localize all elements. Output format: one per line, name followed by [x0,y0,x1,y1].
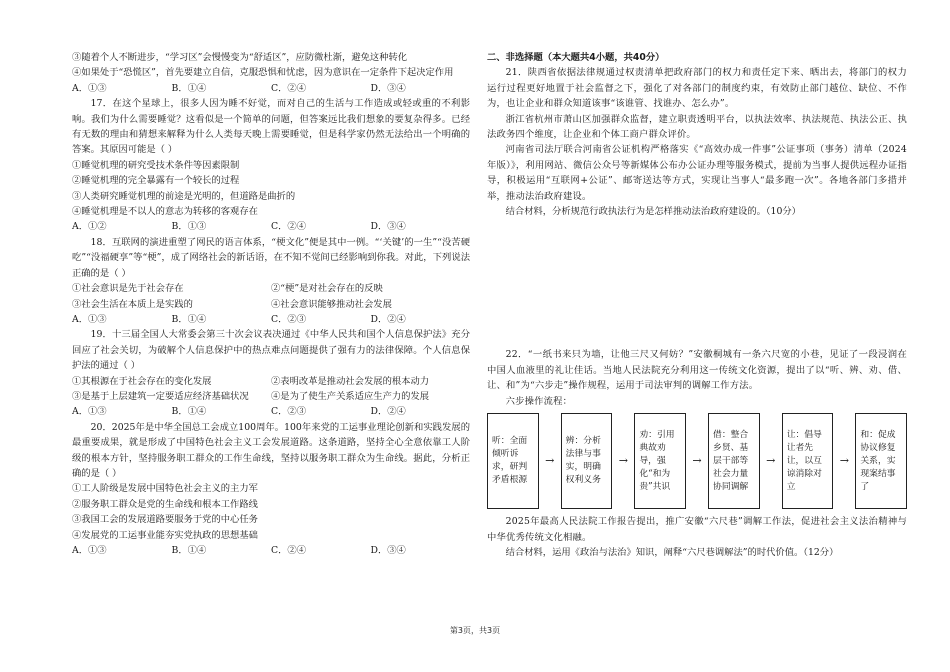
choice-d: D．③④ [370,545,406,556]
q19-stem: 19．十三届全国人大常委会第三十次会议表决通过《中华人民共和国个人信息保护法》充分回应了社会关切，为破解个人信息保护中的热点难点问题提供了强有力的法律保障。个人信息保护法的通过（ ） [72,329,470,372]
choice-d: D．③④ [370,221,406,233]
page-footer: 第3页，共3页 [449,626,501,635]
flow-chart [487,413,907,509]
choice-a: A．①③ [72,406,107,418]
q21-material-1: 21．陕西省依据法律规通过权责清单把政府部门的权力和责任定下来、晒出去，将部门的权力运行过程更好地置于社会监督之下，强化了对各部门的制度约束，有效防止部门越位、缺位、不作为，也让企业和群众知道该事“该谁管、找谁办、怎么办”。 [487,67,907,110]
q22-task: 结合材料，运用《政治与法治》知识，阐释“六尺巷调解法”的时代价值。（12分） [505,546,839,558]
flow-step-text: 和：促成协议修复关系，实现案结事了 [860,429,896,492]
flow-step-harmony [855,413,907,509]
arrow-right-icon: → [839,454,849,468]
arrow-right-icon: → [545,454,555,468]
flow-step-text: 劝：引用典故劝导，强化“和为贵”共识 [639,429,675,492]
flow-step-text: 让：倡导让者先让，以互谅消除对立 [786,429,822,492]
choice-d: D．②④ [370,406,406,418]
q22-material-2: 2025年最高人民法院工作报告提出，推广安徽“六尺巷”调解工作法，促进社会主义法治精神与中华优秀传统文化相融。 [487,516,907,543]
q18-option: ①社会意识是先于社会存在 [72,283,184,295]
flow-step-text: 借：整合乡贤、基层干部等社会力量协同调解 [713,429,749,492]
q20-option: ①工人阶级是发展中国特色社会主义的主力军 [72,483,258,495]
choice-c: C．②④ [271,82,307,94]
choice-b: B．①④ [171,313,207,325]
q19-options-row [72,389,470,404]
q17-stem: 17．在这个星球上，很多人因为睡不好觉，而对自己的生活与工作造成或轻或重的不利影响。我们为什么需要睡觉？这看似是一个简单的问题，但答案远比我们想象的要复杂得多。已经有无数的理由和猜想来解释为什么人类每天晚上需要睡觉，但是科学家仍然无法给出一个明确的答案。其原因可能是（ ） [72,98,470,156]
arrow-right-icon: → [618,454,628,468]
choice-c: C．②④ [271,221,307,233]
q18-stem: 18．互联网的演进重塑了网民的语言体系，“梗文化”便是其中一例。“‘关键’的一生”“没苦硬吃”“没福硬享”等“梗”，成了网络社会的新话语，在不知不觉间已经影响到你我。对此，下列说法正确的是（ ） [72,236,470,279]
q18-option: ②“梗”是对社会存在的反映 [271,283,383,295]
flow-step-borrow [708,413,760,509]
q19-options-row [72,374,470,389]
choice-b: B．①④ [171,82,207,94]
choice-d: D．②④ [370,313,406,325]
choice-c: C．②④ [271,545,307,556]
q19-option: ④是为了使生产关系适应生产力的发展 [271,390,430,402]
q16-option-4: ④如果处于“恐慌区”，首先要建立自信，克服恐惧和忧虑，因为意识在一定条件下起决定作用 [72,67,454,79]
choice-a: A．①③ [72,313,107,325]
q16-option-3: ③随着个人不断进步，“学习区”会慢慢变为“舒适区”，应防微杜渐，避免这种转化 [72,52,408,63]
answer-space [487,219,907,347]
q18-choices [72,312,470,327]
flow-step-text: 听：全面倾听诉求，研判矛盾根源 [492,436,528,486]
q20-option: ③我国工会的发展道路要服务于党的中心任务 [72,514,258,526]
q17-option: ②睡觉机理的完全暴露有一个较长的过程 [72,175,240,187]
q20-option: ④发展党的工运事业能夯实党执政的思想基础 [72,529,258,541]
q20-option: ②服务职工群众是党的生命线和根本工作路线 [72,498,258,510]
choice-b: B．①④ [171,545,207,556]
q18-option: ③社会生活在本质上是实践的 [72,298,193,310]
choice-b: B．①③ [171,221,207,233]
q21-material-2: 浙江省杭州市萧山区加强群众监督，建立职责透明平台，以执法效率、执法规范、执法公正、执法政务四个维度，让企业和个体工商户群众评价。 [487,113,907,141]
q19-choices [72,404,470,419]
q22-material-1: 22．“一纸书来只为墙，让他三尺又何妨？”安徽桐城有一条六尺宽的小巷，见证了一段浸润在中国人血液里的礼让佳话。当地人民法院充分利用这一传统文化资源，提出了以“听、辨、劝、借、让、和”为“六步走”操作规程，运用于司法审判的调解工作方法。 [487,349,907,392]
q17-option: ④睡觉机理是不以人的意志为转移的客观存在 [72,206,258,218]
arrow-right-icon: → [766,454,776,468]
right-column [487,50,907,560]
q18-options-row [72,281,470,296]
choice-a: A．①③ [72,545,107,556]
flow-step-distinguish [561,413,613,509]
q18-option: ④社会意识能够推动社会发展 [271,298,392,310]
q19-option: ①其根源在于社会存在的变化发展 [72,375,212,387]
flow-step-text: 辨：分析法律与事实，明确权利义务 [565,436,601,486]
choice-c: C．②③ [271,313,307,325]
flow-step-yield [782,413,834,509]
q17-option: ③人类研究睡觉机理的前途是光明的，但道路是曲折的 [72,190,296,202]
choice-a: A．①② [72,221,107,233]
flow-step-listen [487,413,539,509]
q17-option: ①睡觉机理的研究受技术条件等因素限制 [72,159,240,171]
choice-d: D．③④ [370,82,406,94]
choice-c: C．②③ [271,406,307,418]
flow-step-persuade [634,413,686,509]
q20-choices [72,543,470,558]
left-column [72,50,470,558]
q21-material-3: 河南省司法厅联合河南省公证机构严格落实《“高效办成一件事”公证事项（事务）清单（2024年版）》，利用网站、微信公众号等新媒体公布办公证办理等服务模式，提前为当事人提供远程办证指导，积极运用“互联网+公证”、邮寄送达等方式，实现让当事人“最多跑一次”。各地各部门多措并举，推动法治政府建设。 [487,144,907,202]
q22-flow-title: 六步操作流程： [505,395,573,407]
section-title: 二、非选择题（本大题共4小题，共40分） [487,52,665,63]
q19-option: ②表明改革是推动社会发展的根本动力 [271,375,430,387]
q18-options-row [72,297,470,312]
q19-option: ③是基于上层建筑一定要适应经济基础状况 [72,390,249,402]
choice-a: A．①③ [72,82,107,94]
q17-choices [72,219,470,234]
q21-task: 结合材料，分析规范行政执法行为是怎样推动法治政府建设的。（10分） [505,206,801,218]
q16-choices [72,81,470,96]
arrow-right-icon: → [692,454,702,468]
q20-stem: 20．2025年是中华全国总工会成立100周年。100年来党的工运事业理论创新和实践发展的最重要成果，就是形成了中国特色社会主义工会发展道路。这条道路，坚持全心全意依靠工人阶级的根本方针，坚持服务职工群众的工作生命线，坚持以服务职工群众为生命线。据此，分析正确的是（ ） [72,421,470,479]
choice-b: B．①④ [171,406,207,418]
